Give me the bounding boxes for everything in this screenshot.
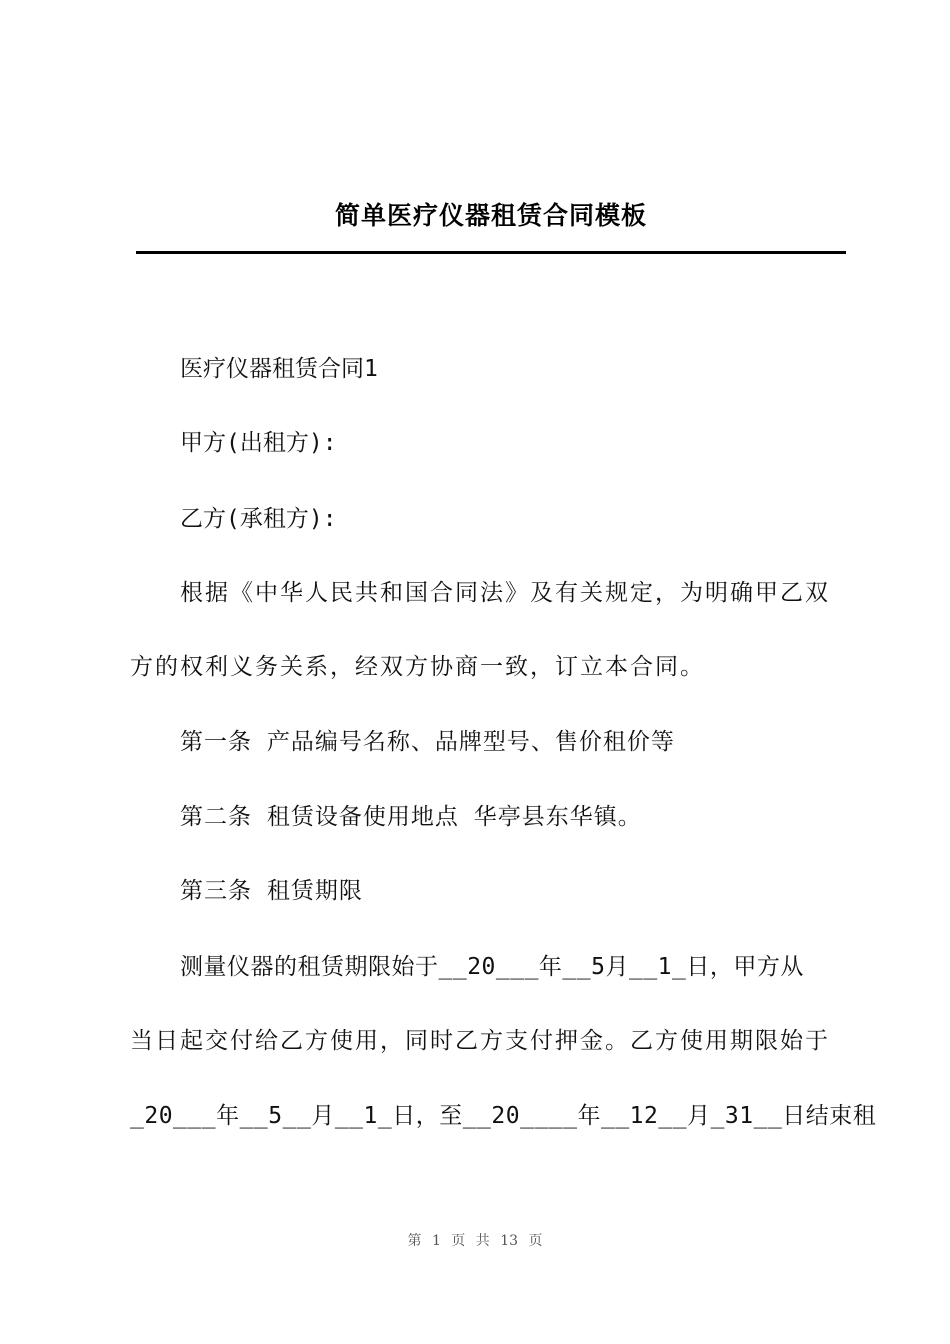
party-b-line: 乙方(承租方): <box>180 506 337 532</box>
body-text-line: 根据《中华人民共和国合同法》及有关规定，为明确甲乙双 <box>180 580 830 606</box>
contract-heading: 医疗仪器租赁合同1 <box>180 356 378 382</box>
body-text-line: _20___年__5__月__1_日，至__20____年__12__月_31__日结束租 <box>130 1103 877 1129</box>
page-number-footer: 第 1 页 共 13 页 <box>407 1233 543 1249</box>
body-text-line: 当日起交付给乙方使用，同时乙方支付押金。乙方使用期限始于 <box>130 1028 830 1054</box>
article-2-line: 第二条 租赁设备使用地点 华亭县东华镇。 <box>180 804 642 830</box>
party-a-line: 甲方(出租方): <box>180 430 337 456</box>
body-text-line: 方的权利义务关系，经双方协商一致，订立本合同。 <box>130 654 705 680</box>
document-title: 简单医疗仪器租赁合同模板 <box>334 201 647 230</box>
article-1-line: 第一条 产品编号名称、品牌型号、售价租价等 <box>180 729 675 755</box>
article-3-line: 第三条 租赁期限 <box>180 878 363 904</box>
body-text-line: 测量仪器的租赁期限始于__20___年__5月__1_日，甲方从 <box>180 954 804 980</box>
title-underline <box>136 251 846 254</box>
